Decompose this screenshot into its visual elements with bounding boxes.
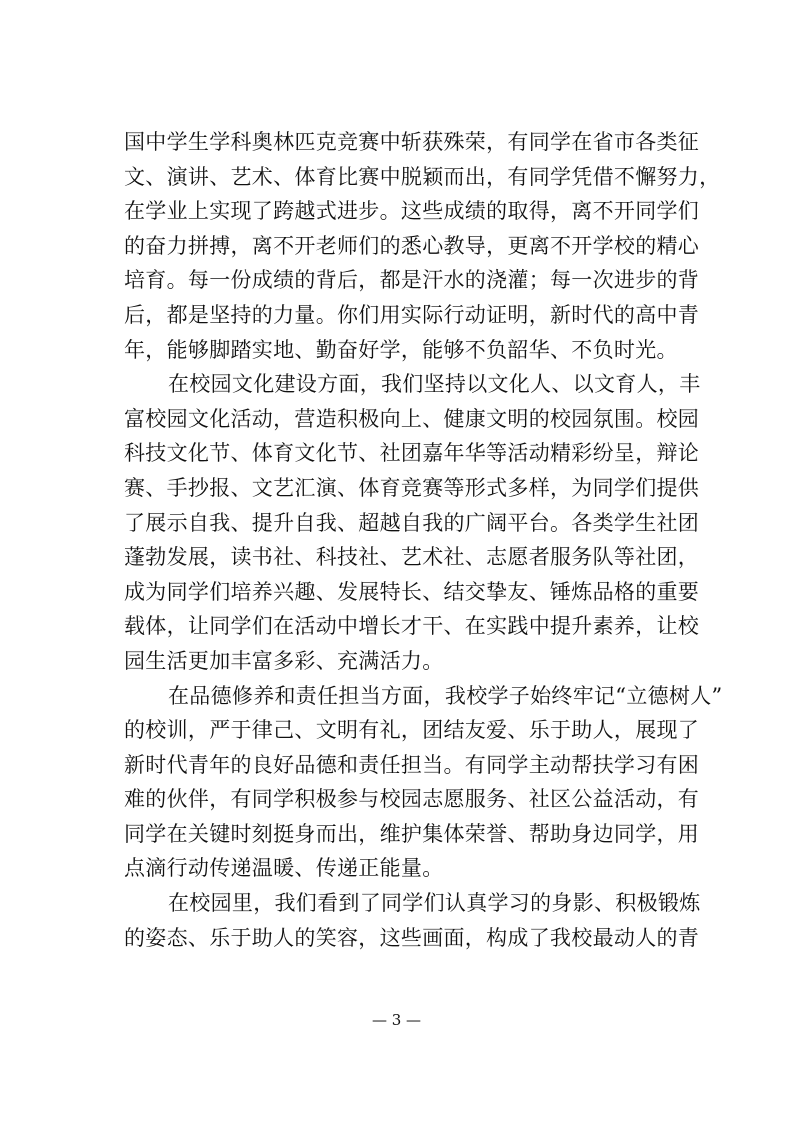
- paragraph-start-line: 在校园里，我们看到了同学们认真学习的身影、积极锻炼: [168, 891, 701, 916]
- text-line: 的奋力拼搏，离不开老师们的悉心教导，更离不开学校的精心: [124, 233, 700, 258]
- text-line: 赛、手抄报、文艺汇演、体育竞赛等形式多样，为同学们提供: [124, 475, 700, 500]
- text-line: 的校训，严于律己、文明有礼，团结友爱、乐于助人，展现了: [124, 718, 700, 743]
- text-line: 载体，让同学们在活动中增长才干、在实践中提升素养，让校: [124, 614, 700, 639]
- text-line: 点滴行动传递温暖、传递正能量。: [124, 856, 444, 881]
- page-number: — 3 —: [371, 1011, 422, 1029]
- text-line: 难的伙伴，有同学积极参与校园志愿服务、社区公益活动，有: [124, 787, 700, 812]
- body-text: [124, 125, 723, 955]
- text-line: 成为同学们培养兴趣、发展特长、结交挚友、锤炼品格的重要: [124, 579, 700, 604]
- text-line: 文、演讲、艺术、体育比赛中脱颖而出，有同学凭借不懈努力，: [124, 164, 721, 189]
- text-line: 在学业上实现了跨越式进步。这些成绩的取得，离不开同学们: [124, 199, 700, 224]
- text-line: 的姿态、乐于助人的笑容，这些画面，构成了我校最动人的青: [124, 925, 700, 950]
- paragraph-start-line: 在品德修养和责任担当方面，我校学子始终牢记“立德树人”: [168, 683, 723, 708]
- text-line: 蓬勃发展，读书社、科技社、艺术社、志愿者服务队等社团，: [124, 545, 700, 570]
- text-line: 园生活更加丰富多彩、充满活力。: [124, 648, 444, 673]
- paragraph-start-line: 在校园文化建设方面，我们坚持以文化人、以文育人，丰: [168, 372, 701, 397]
- text-line: 科技文化节、体育文化节、社团嘉年华等活动精彩纷呈，辩论: [124, 441, 700, 466]
- text-line: 同学在关键时刻挺身而出，维护集体荣誉、帮助身边同学，用: [124, 821, 700, 846]
- text-line: 富校园文化活动，营造积极向上、健康文明的校园氛围。校园: [124, 406, 700, 431]
- text-line: 年，能够脚踏实地、勤奋好学，能够不负韶华、不负时光。: [124, 337, 678, 362]
- text-line: 培育。每一份成绩的背后，都是汗水的浇灌；每一次进步的背: [124, 268, 700, 293]
- text-line: 国中学生学科奥林匹克竞赛中斩获殊荣，有同学在省市各类征: [124, 130, 700, 154]
- text-line: 后，都是坚持的力量。你们用实际行动证明，新时代的高中青: [124, 302, 700, 327]
- text-line: 新时代青年的良好品德和责任担当。有同学主动帮扶学习有困: [124, 752, 700, 777]
- text-line: 了展示自我、提升自我、超越自我的广阔平台。各类学生社团: [124, 510, 700, 535]
